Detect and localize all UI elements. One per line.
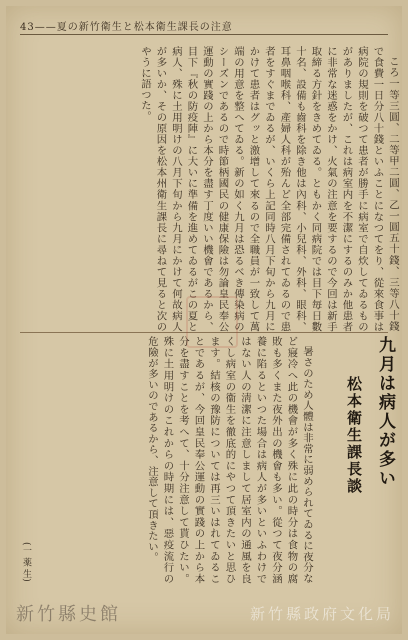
page-header: 43——夏の新竹衛生と松本衛生課長の注意 bbox=[20, 18, 388, 35]
upper-article-text bbox=[20, 46, 400, 332]
watermark-bureau: 新竹縣政府文化局 bbox=[249, 605, 394, 623]
article-byline: 松本衛生課長談 bbox=[345, 376, 363, 495]
watermark-museum: 新竹縣史館 bbox=[16, 604, 121, 625]
article-signature: (一 薬 生) bbox=[21, 542, 31, 582]
article-title: 九月は病人が多い bbox=[375, 336, 395, 488]
article-title-block bbox=[316, 336, 398, 586]
lower-paragraph: 暑さのため人體は非常に弱められてゐるに夜分など寢冷へ此の機會が多く殊に此の時分は食物の腐敗も多くまた夜外出の機會も多い。從つて夜分涵養に陷るといつた場合は病人が多いといふわけではない人の淸潔に注意しまして居室内の通風を良くし病室の衞生を徹底的にやつて頂きたいと思ひます。結核の豫防については再三いはれてゐることであるが、今回皇民奉公運動の實踐の上から本分を盡すことを考へて、十分注意して貰ひたい。殊に土用明けのこれからの時期には、惡疫流行の危險が多いのであるから、注意して頂きたい。 bbox=[146, 336, 313, 584]
document-page bbox=[6, 6, 402, 634]
lower-article-text bbox=[20, 336, 314, 584]
upper-paragraph: ころ一等三圓、二等甲二圓、乙一圓五十錢、三等八十錢で食費一日分八十錢といふことになつてをり、從來食事は病院の規則を破つて患者が勝手に病室で自炊してゐるものがありましたが、これは病室内を不潔にするのみか他患者に非常な迷惑をかけ、火氣の注意を要するので今回は新手取締る方針をきめてゐる。ともかく同病院では目下毎日數十名、設備も齒科を除き他は內科、小兒科、外科、眼科、耳鼻咽喉科、產婦人科が殆んど全部完備されてゐるので患者をすぐまでゐるが、いくら上記同時八月下旬から九月にかけて患者はグッと激增して來るので全職員が一致して萬端の用意を整へてゐる。新の如く九月は恐るべき傳染病のシーズンであるので時節柄國民の健康保險は勿論皇民奉公運動の實踐の上から本分を盡す丁度いい機會であるから、目下『秋の防疫陣』に大いに準備を進めてゐるがこの夏と病人、殊に土用明けの八月下旬から九月にかけて何故病人が多いか、その原因を松本州衛生課長に尋ねて見ると次のやうに語つた。 bbox=[139, 46, 399, 332]
